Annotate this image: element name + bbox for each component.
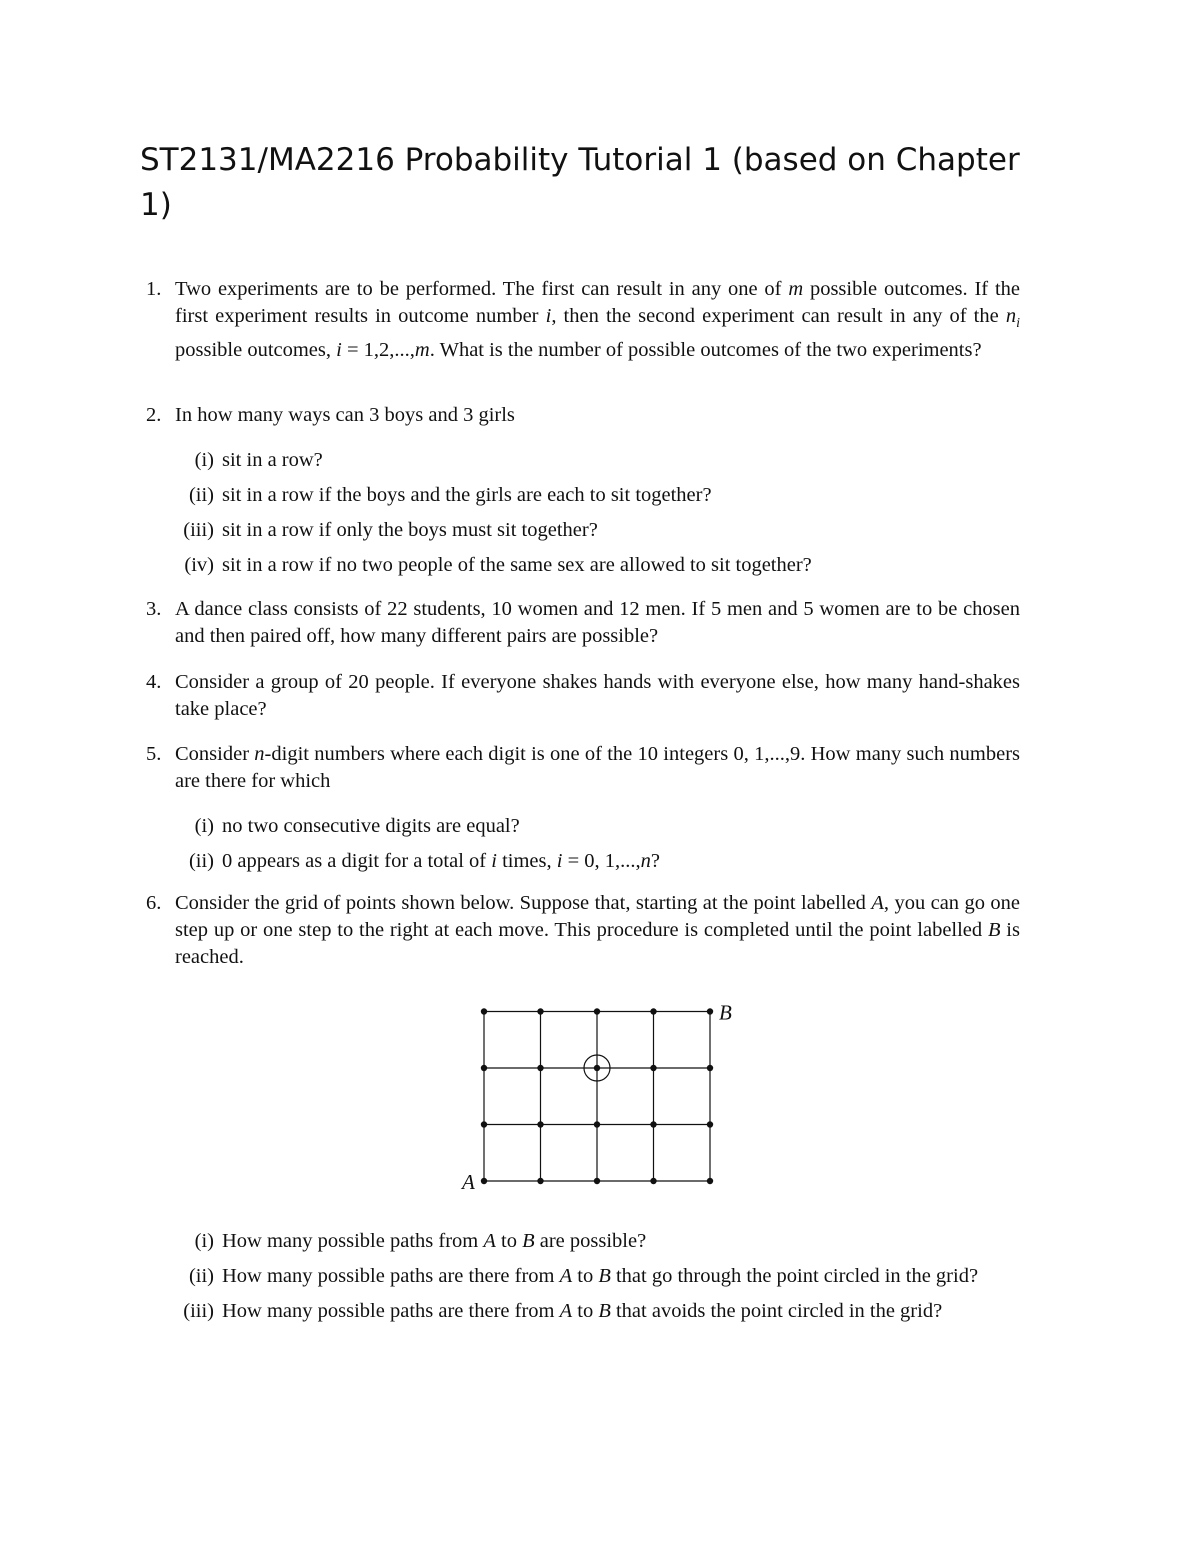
- sub-item-text: sit in a row if no two people of the same sex are allowed to sit together?: [222, 554, 812, 576]
- grid-point: [537, 1065, 543, 1071]
- question-number: 6.: [146, 892, 162, 914]
- grid-point: [650, 1065, 656, 1071]
- grid-point: [707, 1008, 713, 1014]
- grid-point: [537, 1121, 543, 1127]
- sub-item-text: no two consecutive digits are equal?: [222, 815, 520, 837]
- sub-item: [174, 447, 1034, 474]
- grid-point: [707, 1121, 713, 1127]
- sub-item-label: (iv): [184, 554, 214, 576]
- sub-item: [174, 813, 1034, 840]
- grid-point: [537, 1178, 543, 1184]
- grid-point: [594, 1065, 600, 1071]
- sub-item-text: How many possible paths from A to B are possible?: [222, 1230, 647, 1252]
- sub-item: [174, 517, 1034, 544]
- question-number: 4.: [146, 671, 162, 693]
- grid-point: [650, 1178, 656, 1184]
- grid-figure: [455, 995, 745, 1200]
- grid-diagram: [455, 995, 745, 1200]
- end-label-b: B: [719, 1000, 732, 1025]
- question-text: Consider n-digit numbers where each digit is one of the 10 integers 0, 1,...,9. How many such numbers are there for which: [175, 743, 1020, 792]
- grid-point: [594, 1121, 600, 1127]
- grid-point: [650, 1121, 656, 1127]
- sub-item-label: (ii): [188, 1265, 214, 1287]
- sub-item-label: (ii): [188, 484, 214, 506]
- sub-item: [174, 1298, 1034, 1325]
- grid-point: [481, 1178, 487, 1184]
- grid-point: [650, 1008, 656, 1014]
- start-label-a: A: [462, 1170, 475, 1194]
- question-text: In how many ways can 3 boys and 3 girls: [175, 404, 515, 426]
- sub-item-label: (i): [194, 1230, 214, 1252]
- question-number: 3.: [146, 598, 162, 620]
- sub-item-label: (iii): [183, 519, 214, 541]
- sub-item-label: (ii): [188, 850, 214, 872]
- question-6: [146, 890, 1020, 971]
- grid-point: [481, 1121, 487, 1127]
- sub-item: [174, 1263, 1034, 1290]
- sub-item-text: sit in a row if only the boys must sit together?: [222, 519, 598, 541]
- question-5: [146, 741, 1020, 795]
- question-2: [146, 402, 1020, 429]
- grid-point: [481, 1008, 487, 1014]
- grid-point: [707, 1065, 713, 1071]
- grid-point: [594, 1178, 600, 1184]
- question-1: [146, 276, 1020, 364]
- sub-item: [174, 552, 1034, 579]
- sub-item: [174, 1228, 1034, 1255]
- sub-item-label: (i): [194, 449, 214, 471]
- question-text: Two experiments are to be performed. The first can result in any one of m possible outcomes. If the first experiment results in outcome number i, then the second experiment can result in any of the $n_i$ possible outcomes, i = 1,2,...,m. What is the number of possible outcomes of the two experiments?: [175, 278, 1020, 362]
- question-4: [146, 669, 1020, 723]
- question-3: [146, 596, 1020, 650]
- question-text: Consider the grid of points shown below. Suppose that, starting at the point labelled A, you can go one step up or one step to the right at each move. This procedure is completed until the point labelled B is reached.: [175, 892, 1021, 968]
- sub-item: [174, 482, 1034, 509]
- question-number: 5.: [146, 743, 162, 765]
- question-number: 1.: [146, 278, 162, 300]
- sub-item-text: sit in a row?: [222, 449, 323, 471]
- sub-item-label: (iii): [183, 1300, 214, 1322]
- grid-point: [594, 1008, 600, 1014]
- sub-item-text: How many possible paths are there from A to B that avoids the point circled in the grid?: [222, 1300, 943, 1322]
- sub-item-text: How many possible paths are there from A to B that go through the point circled in the grid?: [222, 1265, 979, 1287]
- question-number: 2.: [146, 404, 162, 426]
- sub-item-text: 0 appears as a digit for a total of i times, i = 0, 1,...,n?: [222, 850, 661, 872]
- grid-point: [537, 1008, 543, 1014]
- sub-item-label: (i): [194, 815, 214, 837]
- grid-point: [481, 1065, 487, 1071]
- sub-item-text: sit in a row if the boys and the girls are each to sit together?: [222, 484, 712, 506]
- grid-point: [707, 1178, 713, 1184]
- question-text: A dance class consists of 22 students, 10 women and 12 men. If 5 men and 5 women are to be chosen and then paired off, how many different pairs are possible?: [175, 598, 1020, 647]
- sub-item: [174, 848, 1034, 875]
- question-text: Consider a group of 20 people. If everyone shakes hands with everyone else, how many hand-shakes take place?: [175, 671, 1020, 720]
- page-title: ST2131/MA2216 Probability Tutorial 1 (based on Chapter 1): [140, 142, 1020, 223]
